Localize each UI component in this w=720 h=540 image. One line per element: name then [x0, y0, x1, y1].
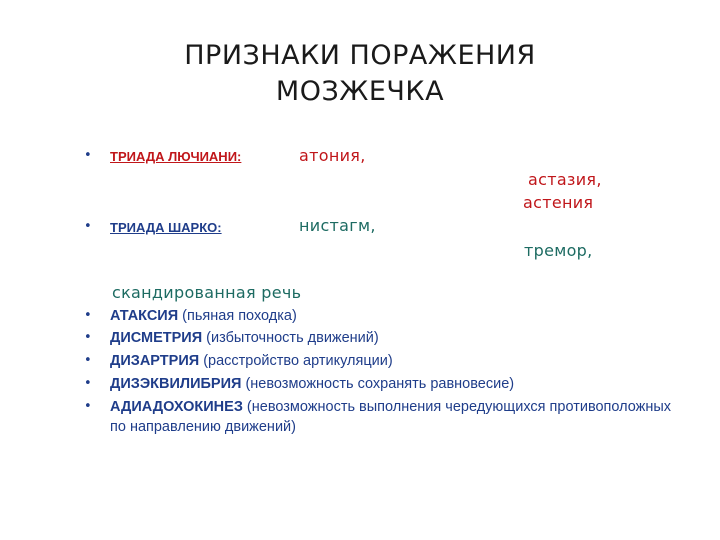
slide-title [0, 38, 720, 110]
sign-term: АДИАДОХОКИНЕЗ [110, 399, 243, 415]
bullet-adiadochokinesis: • [84, 399, 92, 414]
sign-description: (пьяная походка) [178, 308, 297, 324]
sign-term: ДИЗАРТРИЯ [110, 353, 200, 369]
sign-term: ДИСМЕТРИЯ [110, 330, 203, 346]
symptom-astasia: астазия, [528, 170, 602, 189]
triad-charcot-label: ТРИАДА ШАРКО: [110, 220, 222, 235]
symptom-tremor: тремор, [524, 241, 593, 260]
bullet-dysmetria: • [84, 330, 92, 345]
title-line-1: ПРИЗНАКИ ПОРАЖЕНИЯ [184, 40, 536, 71]
sign-adiadochokinesis [110, 397, 680, 437]
sign-disequilibrium [110, 374, 514, 394]
sign-ataxia [110, 306, 297, 326]
bullet-ataxia: • [84, 308, 92, 323]
bullet-disequilibrium: • [84, 376, 92, 391]
symptom-atonia: атония, [299, 146, 366, 165]
sign-description: (невозможность выполнения чередующихся противоположных по направлению движений) [110, 399, 672, 435]
symptom-astenia: астения [523, 193, 594, 212]
sign-description: (избыточность движений) [202, 330, 379, 346]
title-line-2: МОЗЖЕЧКА [275, 76, 445, 107]
symptom-scanned-speech: скандированная речь [112, 283, 302, 302]
sign-description: (расстройство артикуляции) [199, 353, 393, 369]
sign-dysarthria [110, 351, 393, 371]
bullet-triad-luciani: • [84, 148, 92, 163]
sign-term: ДИЗЭКВИЛИБРИЯ [110, 376, 242, 392]
sign-term: АТАКСИЯ [110, 308, 179, 324]
symptom-nystagmus: нистагм, [299, 216, 376, 235]
bullet-triad-charcot: • [84, 219, 92, 234]
sign-dysmetria [110, 328, 379, 348]
bullet-dysarthria: • [84, 353, 92, 368]
sign-description: (невозможность сохранять равновесие) [241, 376, 515, 392]
triad-luciani-label: ТРИАДА ЛЮЧИАНИ: [110, 149, 242, 164]
